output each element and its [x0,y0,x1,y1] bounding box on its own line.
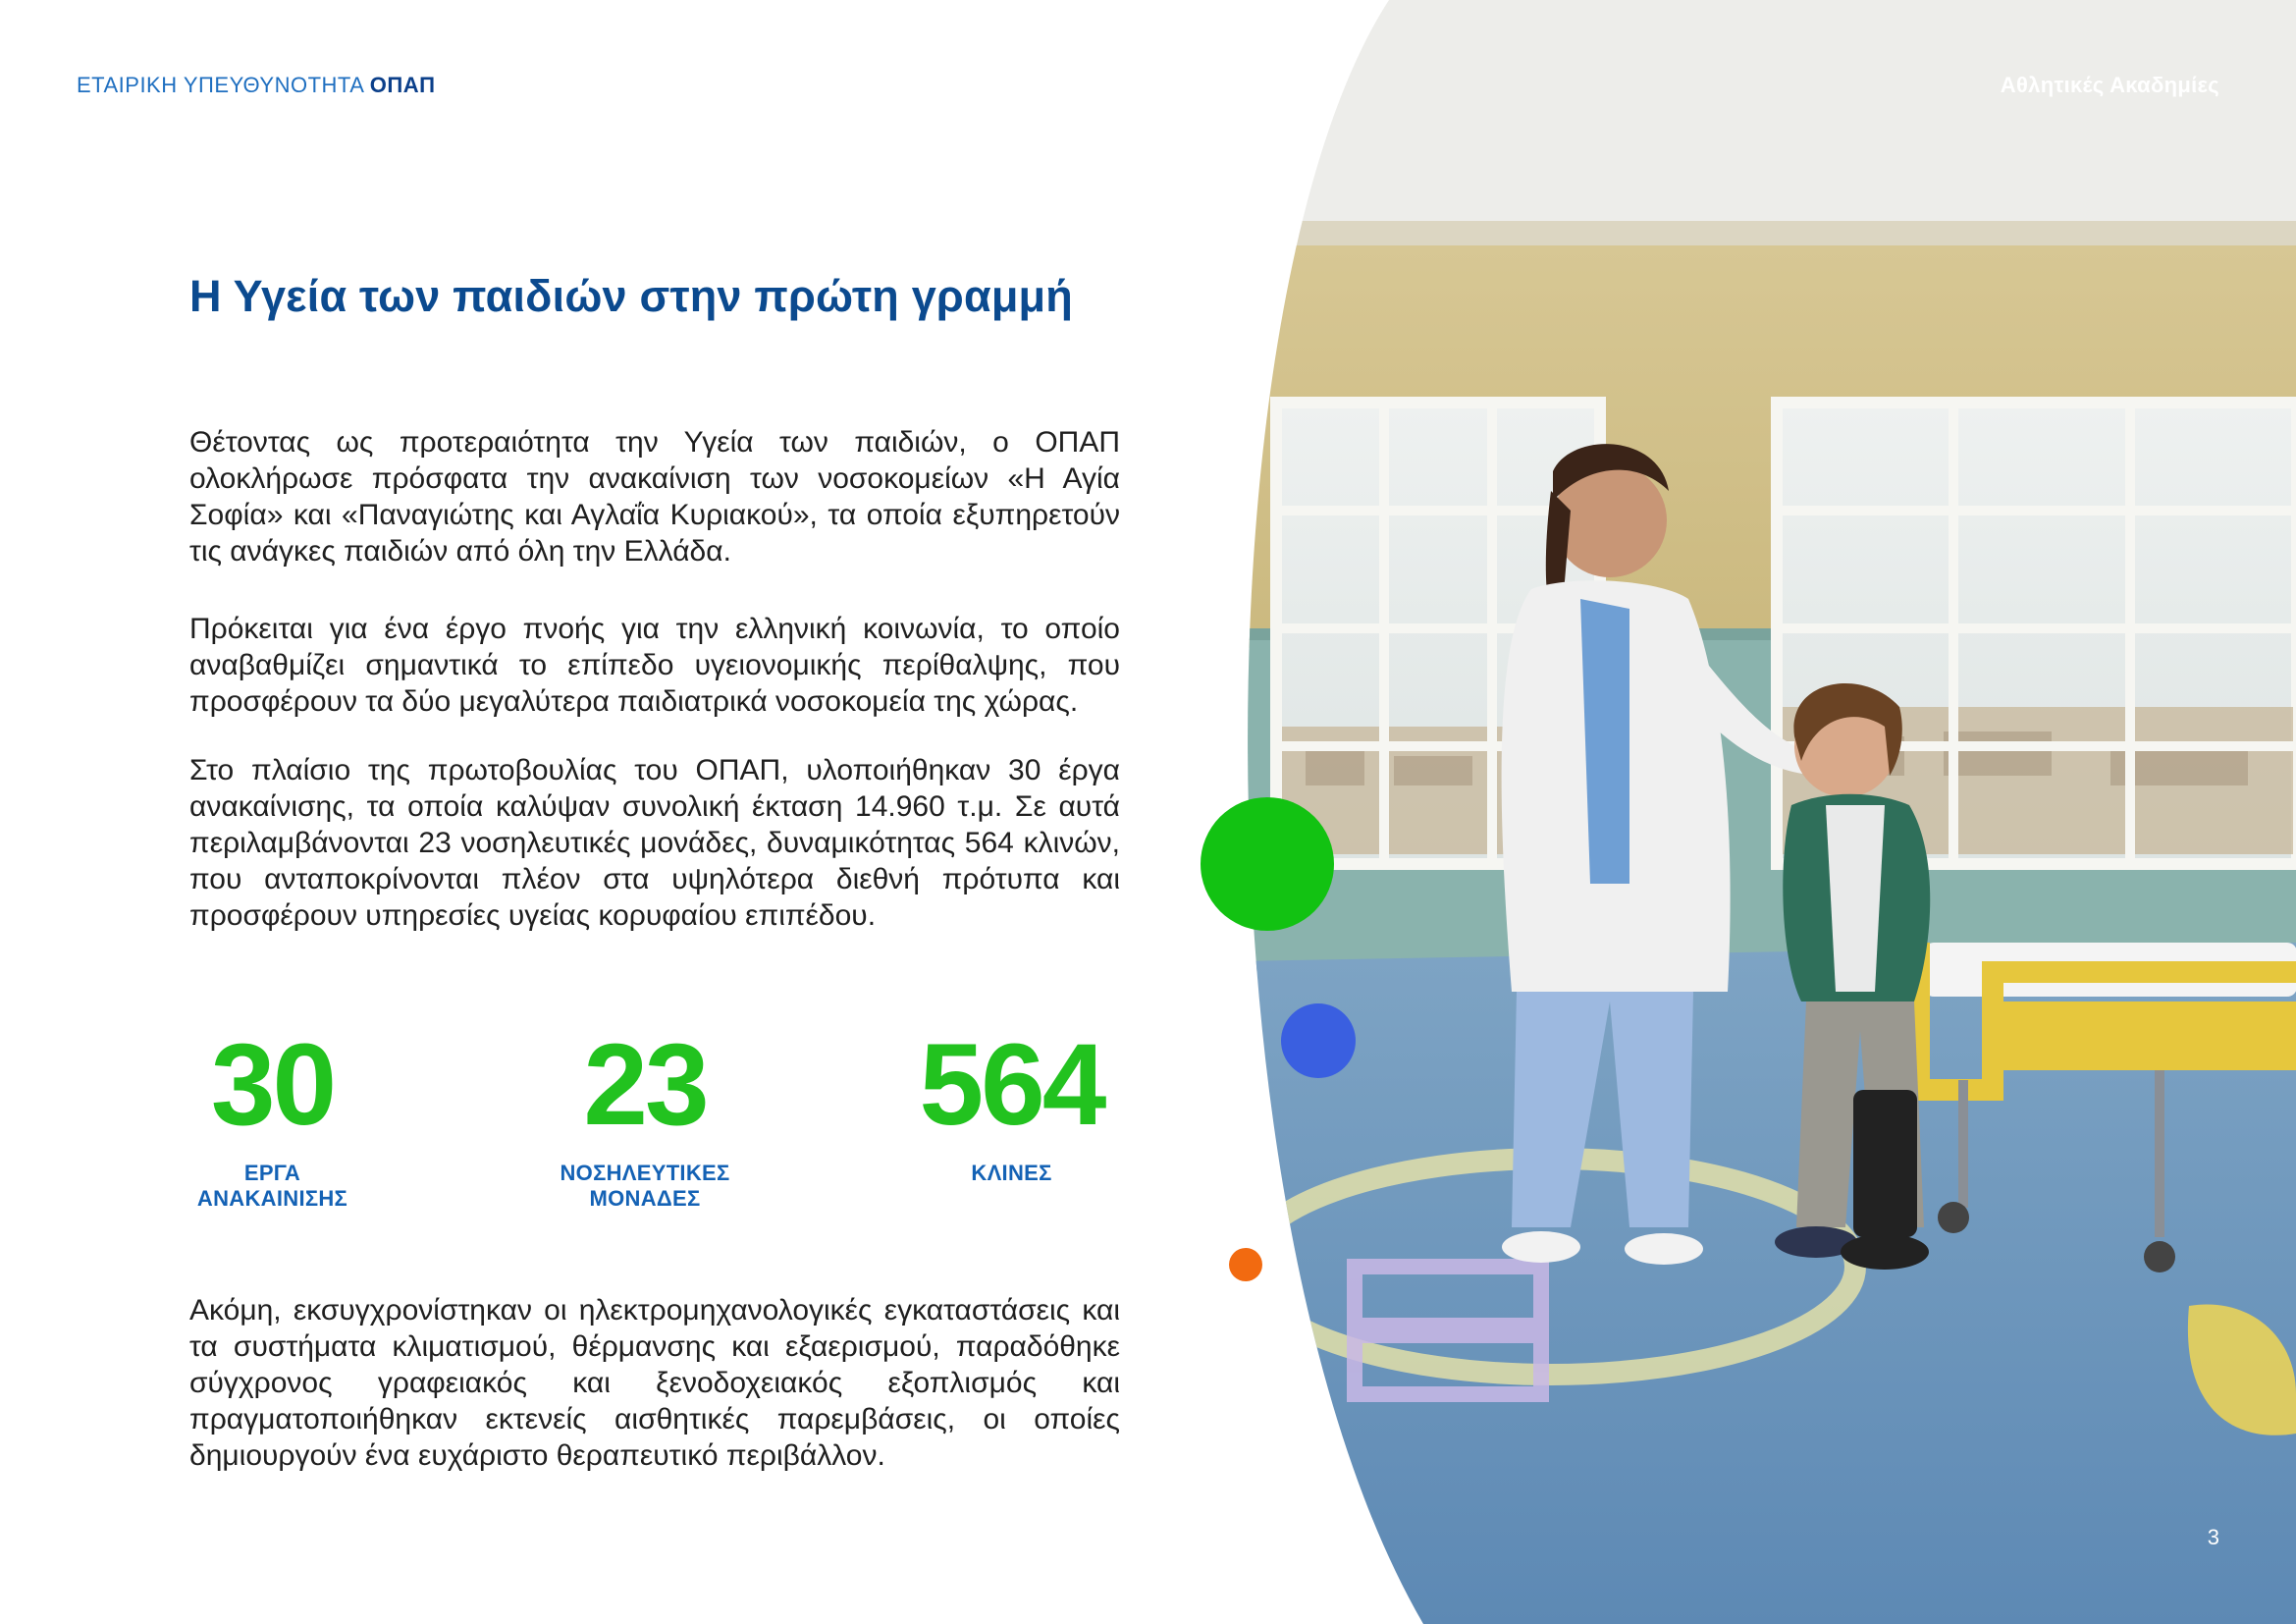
initiative-paragraph: Στο πλαίσιο της πρωτοβουλίας του ΟΠΑΠ, υλοποιήθηκαν 30 έργα ανακαίνισης, τα οποία καλύψαν συνολική έκταση 14.960 τ.μ. Σε αυτά περιλαμβάνονται 23 νοσηλευτικές μονάδες, δυναμικότητας 564 κλινών, που ανταποκρίνονται πλέον στα υψηλότερα διεθνή πρότυπα και προσφέρουν υπηρεσίες υγείας κορυφαίου επιπέδου. [189,754,1120,932]
impact-paragraph: Πρόκειται για ένα έργο πνοής για την ελληνική κοινωνία, το οποίο αναβαθμίζει σημαντικά το επίπεδο υγειονομικής περίθαλψης, που προσφέρουν τα δύο μεγαλύτερα παιδιατρικά νοσοκομεία της χώρας. [189,613,1120,718]
stat-label [886,1161,1137,1186]
stat-beds [886,1020,1137,1186]
stat-label-line: ΝΟΣΗΛΕΥΤΙΚΕΣ [560,1161,730,1185]
stat-label [527,1161,763,1212]
stat-label-line: ΜΟΝΑΔΕΣ [589,1186,701,1211]
stat-label-line: ΕΡΓΑ [243,1161,301,1185]
stat-number: 23 [583,1020,707,1150]
header-brand: ΟΠΑΠ [369,73,436,97]
intro-paragraph: Θέτοντας ως προτεραιότητα την Υγεία των παιδιών, ο ΟΠΑΠ ολοκλήρωσε πρόσφατα την ανακαίνιση των νοσοκομείων «Η Αγία Σοφία» και «Παναγιώτης και Αγλαΐα Κυριακού», τα οποία εξυπηρετούν τις ανάγκες παιδιών από όλη την Ελλάδα. [189,426,1120,568]
header-section-right: Αθλητικές Ακαδημίες [2000,73,2219,97]
upgrades-paragraph: Ακόμη, εκσυγχρονίστηκαν οι ηλεκτρομηχανολογικές εγκαταστάσεις και τα συστήματα κλιματισμού, θέρμανσης και εξαερισμού, παραδόθηκε σύγχρονος γραφειακός και ξενοδοχειακός εξοπλισμός και πραγματοποιήθηκαν εκτενείς αισθητικές παρεμβάσεις, οι οποίες δημιουργούν ένα ευχάριστο θεραπευτικό περιβάλλον. [189,1294,1120,1472]
stat-nursing-units [527,1020,763,1212]
stat-label [152,1161,393,1212]
page-number: 3 [2207,1525,2219,1549]
header-section-prefix: ΕΤΑΙΡΙΚΗ ΥΠΕΥΘΥΝΟΤΗΤΑ [77,73,364,97]
blue-dot-icon [1281,1003,1356,1078]
stat-number: 564 [919,1020,1104,1150]
stat-label-line: ΑΝΑΚΑΙΝΙΣΗΣ [196,1186,348,1211]
green-dot-icon [1201,797,1334,931]
page-title: Η Υγεία των παιδιών στην πρώτη γραμμή [189,271,1073,321]
orange-dot-icon [1229,1248,1262,1281]
stat-number: 30 [210,1020,335,1150]
stat-renovation-projects [152,1020,393,1212]
stat-label-line: ΚΛΙΝΕΣ [971,1161,1052,1185]
